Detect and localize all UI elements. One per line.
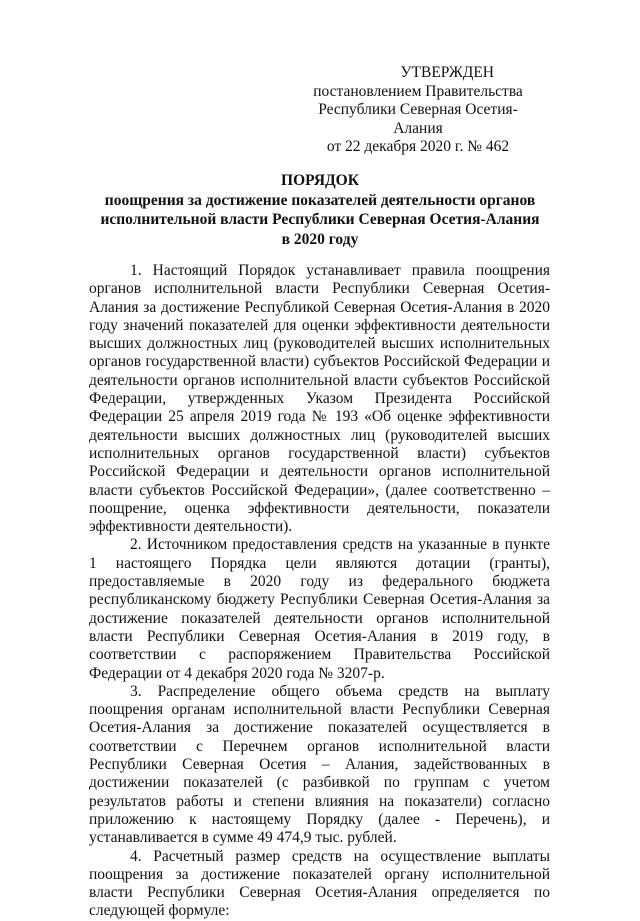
paragraph-2: 2. Источником предоставления средств на указанные в пункте 1 настоящего Порядка цели являются дотации (гранты), предоставляемые в 2020 году из федерального бюджета республиканскому бюджету Республики Северная Осетия-Алания за достижение показателей деятельности органов исполнительной власти Республики Северная Осетия-Алания в 2019 году, в соответствии с распоряжением Правительства Российской Федерации от 4 декабря 2020 года № 3207-р.	[89, 536, 550, 682]
document-title: ПОРЯДОК	[281, 172, 359, 189]
approval-stamp	[300, 64, 536, 157]
document-heading	[90, 171, 550, 249]
document-body	[89, 262, 550, 921]
paragraph-4: 4. Расчетный размер средств на осуществление выплаты поощрения за достижение показателей органу исполнительной власти Республики Северная Осетия-Алания определяется по следующей формуле:	[89, 847, 550, 920]
approval-title: УТВЕРЖДЕН	[400, 64, 494, 81]
document-subtitle-line: в 2020 году	[281, 230, 359, 248]
approval-date: от 22 декабря 2020 г. № 462	[326, 138, 510, 155]
approval-line: постановлением Правительства	[313, 82, 523, 100]
document-subtitle-line: исполнительной власти Республики Северная Осетия-Алания	[100, 211, 540, 228]
document-subtitle-line: поощрения за достижение показателей деятельности органов	[104, 191, 536, 209]
paragraph-3: 3. Распределение общего объема средств на выплату поощрения органам исполнительной власти Республики Северная Осетия-Алания за достижение показателей осуществляется в соответствии с Перечнем органов исполнительной власти Республики Северная Осетия – Алания, задействованных в достижении показателей (с разбивкой по группам с учетом результатов работы и степени влияния на показатели) согласно приложению к настоящему Порядку (далее - Перечень), и устанавливается в сумме 49 474,9 тыс. рублей.	[89, 682, 550, 847]
paragraph-1: 1. Настоящий Порядок устанавливает правила поощрения органов исполнительной власти Республики Северная Осетия-Алания за достижение Республикой Северная Осетия-Алания в 2020 году значений показателей для оценки эффективности деятельности высших должностных лиц (руководителей высших исполнительных органов государственной власти) субъектов Российской Федерации и деятельности органов исполнительной власти субъектов Российской Федерации, утвержденных Указом Президента Российской Федерации 25 апреля 2019 года № 193 «Об оценке эффективности деятельности высших должностных лиц (руководителей высших исполнительных органов государственной власти) субъектов Российской Федерации и деятельности органов исполнительной власти субъектов Российской Федерации», (далее соответственно – поощрение, оценка эффективности деятельности, показатели эффективности деятельности).	[89, 262, 550, 536]
approval-line: Республики Северная Осетия-Алания	[318, 101, 518, 137]
